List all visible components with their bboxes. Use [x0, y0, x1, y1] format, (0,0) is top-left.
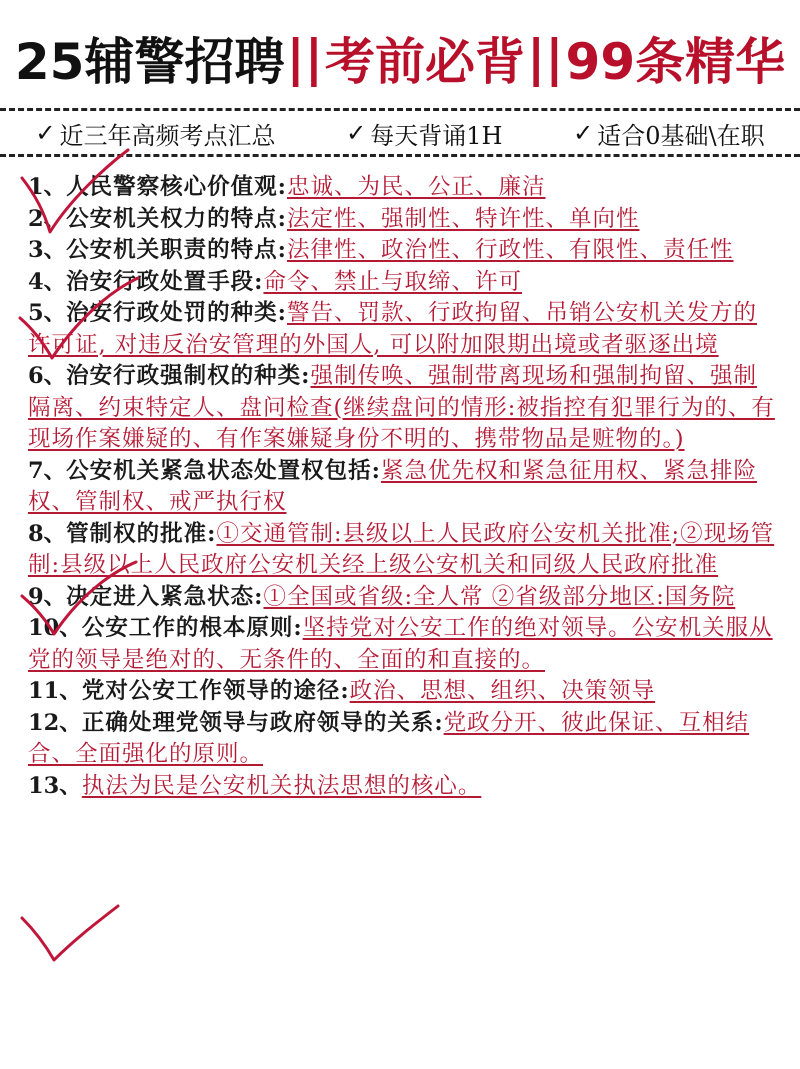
item-label: 人民警察核心价值观:	[66, 174, 287, 200]
item-label: 公安工作的根本原则:	[81, 615, 303, 641]
title-separator-1: ||	[286, 29, 323, 87]
dashed-divider-top	[0, 108, 800, 111]
tagline-text-3: 适合0基础\在职	[597, 121, 765, 150]
item-answer: 政治、思想、组织、决策领导	[349, 678, 656, 704]
item-number: 6、	[28, 363, 67, 389]
page-title	[0, 18, 800, 98]
item-answer: 法律性、政治性、行政性、有限性、责任性	[286, 237, 734, 263]
list-item	[28, 519, 780, 582]
handwritten-check-icon	[22, 906, 118, 960]
item-number: 7、	[28, 457, 67, 484]
item-answer: 强制传唤、强制带离现场和强制拘留、强制隔离、约束特定人、盘问检查(继续盘问的情形:被指控有犯罪行为的、有现场作案嫌疑的、有作案嫌疑身份不明的、携带物品是赃物的。)	[28, 363, 775, 452]
item-label: 公安机关职责的特点:	[66, 237, 287, 263]
list-item	[28, 613, 780, 676]
list-item	[28, 771, 780, 803]
check-icon: ✓	[573, 119, 594, 147]
item-label: 治安行政强制权的种类:	[66, 363, 311, 389]
item-number: 10、	[28, 615, 82, 641]
title-part1: 25辅警招聘	[14, 33, 285, 91]
list-item	[28, 361, 780, 456]
item-number: 2、	[28, 205, 67, 232]
check-icon: ✓	[346, 119, 367, 147]
item-label: 管制权的批准:	[66, 520, 217, 547]
item-number: 8、	[28, 520, 67, 547]
title-part3: 99条精华	[565, 33, 786, 91]
tagline-bar	[0, 115, 800, 151]
list-item	[28, 582, 780, 614]
item-number: 9、	[28, 583, 67, 610]
tagline-text-1: 近三年高频考点汇总	[59, 121, 276, 150]
item-label: 治安行政处罚的种类:	[66, 300, 287, 326]
item-answer: 紧急优先权和紧急征用权、紧急排险权、管制权、戒严执行权	[28, 457, 757, 515]
tagline-item-3	[573, 116, 764, 151]
item-label: 党对公安工作领导的途径:	[81, 678, 350, 704]
list-item	[28, 267, 780, 299]
list-item	[28, 676, 780, 708]
list-item	[28, 708, 780, 771]
item-label: 公安机关紧急状态处置权包括:	[66, 457, 381, 484]
list-item	[28, 298, 780, 361]
list-item	[28, 456, 780, 519]
item-number: 13、	[28, 772, 82, 799]
title-separator-2: ||	[527, 29, 564, 87]
item-number: 1、	[28, 174, 67, 200]
tagline-item-1	[35, 116, 275, 151]
list-item	[28, 172, 780, 204]
list-item	[28, 204, 780, 236]
item-answer: ①全国或省级:全人常 ②省级部分地区:国务院	[263, 583, 736, 610]
item-number: 4、	[28, 268, 67, 295]
item-answer: 执法为民是公安机关执法思想的核心。	[81, 772, 482, 799]
item-answer: 坚持党对公安工作的绝对领导。公安机关服从党的领导是绝对的、无条件的、全面的和直接的。	[28, 615, 773, 673]
check-icon: ✓	[35, 119, 56, 147]
item-number: 3、	[28, 237, 67, 263]
item-answer: ①交通管制:县级以上人民政府公安机关批准;②现场管制:县级以上人民政府公安机关经上级公安机关和同级人民政府批准	[28, 520, 775, 578]
title-part2: 考前必背	[325, 33, 525, 91]
item-number: 5、	[28, 300, 67, 326]
item-answer: 警告、罚款、行政拘留、吊销公安机关发方的许可证, 对违反治安管理的外国人, 可以附加限期出境或者驱逐出境	[28, 300, 757, 358]
item-answer: 命令、禁止与取缔、许可	[263, 268, 522, 295]
dashed-divider-bottom	[0, 154, 800, 157]
item-label: 决定进入紧急状态:	[66, 583, 264, 610]
item-answer: 忠诚、为民、公正、廉洁	[286, 174, 546, 200]
item-label: 正确处理党领导与政府领导的关系:	[81, 709, 444, 736]
item-label: 公安机关权力的特点:	[66, 205, 287, 232]
tagline-item-2	[346, 116, 502, 151]
item-answer: 党政分开、彼此保证、互相结合、全面强化的原则。	[28, 709, 750, 767]
tagline-text-2: 每天背诵1H	[370, 121, 503, 150]
item-number: 12、	[28, 709, 82, 736]
points-list	[28, 172, 780, 802]
item-number: 11、	[28, 678, 82, 704]
item-label: 治安行政处置手段:	[66, 268, 264, 295]
list-item	[28, 235, 780, 267]
item-answer: 法定性、强制性、特许性、单向性	[286, 205, 640, 232]
